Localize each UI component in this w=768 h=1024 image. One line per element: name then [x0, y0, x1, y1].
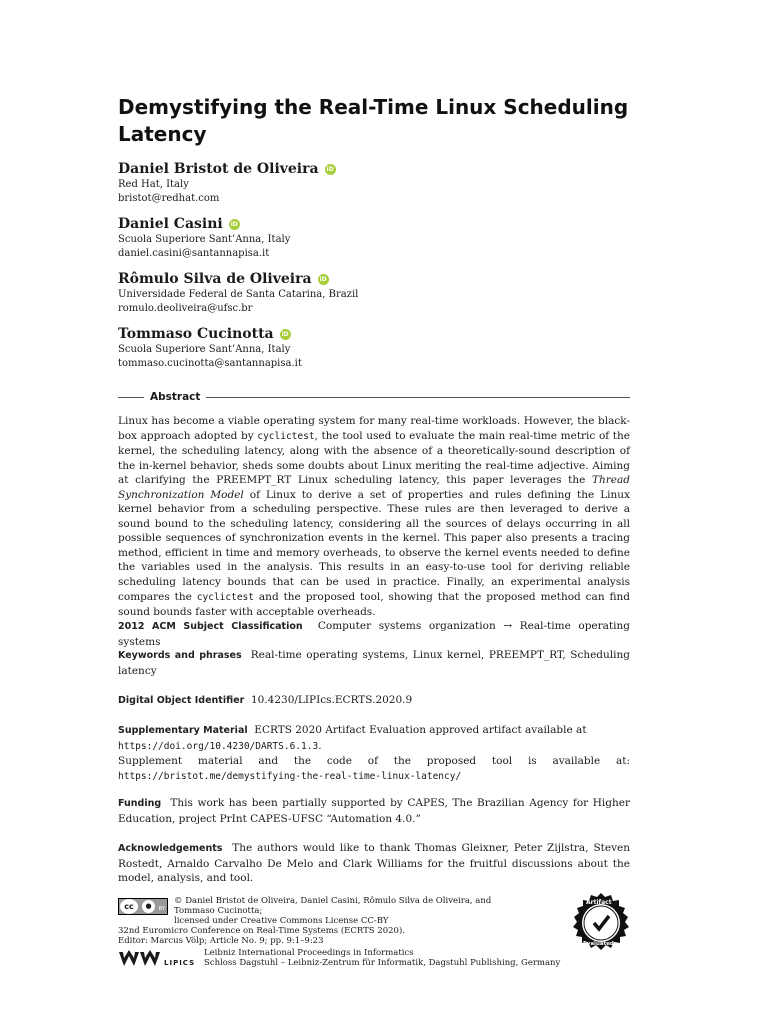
abstract-part: of Linux to derive a set of properties and rules defining the Linux kernel behavior from a scheduling perspective. These rules are then leveraged to derive a sound bound to the scheduling latency, considering all the sources of delays occurring in all possible sequences of synchronization events in the kernel. This paper also presents a tracing method, efficient in time and memory overheads, to observe the kernel events needed to define the variables used in the analysis. This results in an easy-to-use tool for deriving reliable scheduling latency bounds that can be used in practice. Finally, an experimental analysis compares the — [118, 488, 630, 603]
abstract-label: Abstract — [150, 391, 201, 403]
meta-label: Funding — [118, 798, 162, 809]
orcid-icon[interactable]: iD — [319, 275, 327, 283]
author-block — [118, 270, 638, 316]
meta-value: This work has been partially supported by CAPES, The Brazilian Agency for Higher Education, project PrInt CAPES-UFSC “Automation 4.0.” — [118, 797, 630, 825]
abstract-heading — [118, 389, 630, 405]
author-email[interactable]: bristot@redhat.com — [118, 193, 220, 204]
author-name: Rômulo Silva de Oliveira — [118, 271, 312, 287]
doi-link[interactable]: 10.4230/LIPIcs.ECRTS.2020.9 — [250, 694, 413, 706]
emphasis-term: Thread Synchronization Model — [118, 474, 630, 501]
footer-line: Editor: Marcus Völp; Article No. 9; pp. 9:1–9:23 — [118, 936, 324, 946]
badge-text-bottom: Evaluated — [583, 941, 614, 947]
lipics-logo-text: LIPICS — [164, 959, 196, 967]
acknowledgements — [118, 841, 630, 886]
meta-value: The authors would like to thank Thomas Gleixner, Peter Zijlstra, Steven Rostedt, Arnaldo Carvalho De Melo and Clark Williams for the fruitful discussions about the model, analysis, and tool. — [118, 842, 630, 884]
author-affiliation: Red Hat, Italy — [118, 179, 189, 190]
footer-line: © Daniel Bristot de Oliveira, Daniel Casini, Rômulo Silva de Oliveira, and — [174, 896, 492, 906]
artifact-link[interactable]: https://doi.org/10.4230/DARTS.6.1.3 — [118, 740, 319, 752]
code-term: cyclictest — [196, 591, 254, 603]
author-block — [118, 160, 638, 206]
divider — [118, 397, 144, 398]
meta-label: 2012 ACM Subject Classification — [118, 621, 303, 632]
doi — [118, 693, 630, 709]
author-name: Daniel Bristot de Oliveira — [118, 161, 319, 177]
author-email[interactable]: daniel.casini@santannapisa.it — [118, 248, 270, 259]
footer-line: Tommaso Cucinotta; — [174, 906, 263, 916]
person-icon: ● — [142, 900, 155, 913]
code-term: cyclictest — [257, 430, 315, 442]
author-affiliation: Scuola Superiore Sant’Anna, Italy — [118, 234, 291, 245]
meta-label: Acknowledgements — [118, 843, 223, 854]
footer-line: licensed under Creative Commons License CC-BY — [174, 916, 389, 926]
meta-value: Computer systems organization → Real-time operating systems — [118, 620, 630, 648]
meta-label: Digital Object Identifier — [118, 695, 245, 706]
abstract-part: and the proposed tool, showing that the proposed method can find sound bounds faster with acceptable overheads. — [118, 590, 630, 619]
meta-label: Supplementary Material — [118, 725, 248, 736]
author-block — [118, 215, 638, 261]
cc-license-icon[interactable] — [118, 898, 168, 915]
divider — [206, 397, 630, 398]
keywords — [118, 648, 630, 678]
cc-by-label: BY — [158, 906, 165, 912]
author-email[interactable]: romulo.deoliveira@ufsc.br — [118, 303, 253, 314]
abstract-part: Linux has become a viable operating system for many real-time workloads. However, the black-box approach adopted by — [118, 415, 630, 442]
meta-value: ECRTS 2020 Artifact Evaluation approved artifact available at — [254, 724, 587, 736]
footer-line: Schloss Dagstuhl – Leibniz-Zentrum für Informatik, Dagstuhl Publishing, Germany — [204, 958, 561, 968]
acm-classification — [118, 619, 630, 649]
paper-title: Demystifying the Real-Time Linux Scheduling Latency — [118, 95, 629, 146]
author-name: Tommaso Cucinotta — [118, 326, 274, 342]
author-name: Daniel Casini — [118, 216, 223, 232]
meta-value: Supplement material and the code of the proposed tool is available at: — [118, 755, 630, 767]
orcid-icon[interactable]: iD — [326, 165, 334, 173]
funding — [118, 796, 630, 826]
supplement-link[interactable]: https://bristot.me/demystifying-the-real-time-linux-latency/ — [118, 770, 462, 782]
author-affiliation: Scuola Superiore Sant’Anna, Italy — [118, 344, 291, 355]
supplementary-material: Supplementary Material ECRTS 2020 Artifact Evaluation approved artifact available at https://doi.org/10.4230/DARTS.6.1.3. Supplement material and the code of the proposed tool is available at: https://bristot.me/demystifying-the-real-time-linux-latency/ — [118, 724, 630, 782]
abstract-text — [118, 414, 630, 620]
footer-line: Leibniz International Proceedings in Informatics — [204, 948, 414, 958]
meta-value: Real-time operating systems, Linux kernel, PREEMPT_RT, Scheduling latency — [118, 649, 630, 677]
author-affiliation: Universidade Federal de Santa Catarina, Brazil — [118, 289, 359, 300]
orcid-icon[interactable]: iD — [281, 330, 289, 338]
footer-line: 32nd Euromicro Conference on Real-Time Systems (ECRTS 2020). — [118, 926, 405, 936]
meta-label: Keywords and phrases — [118, 650, 242, 661]
abstract-part: , the tool used to evaluate the main real-time metric of the kernel, the scheduling latency, along with the absence of a theoretically-sound description of the in-kernel behavior, sheds some doubts about Linux meriting the real-time adjective. Aiming at clarifying the PREEMPT_RT Linux scheduling latency, this paper leverages the — [118, 429, 630, 487]
author-email[interactable]: tommaso.cucinotta@santannapisa.it — [118, 358, 302, 369]
author-block — [118, 325, 638, 371]
badge-text-top: Artifact — [586, 899, 612, 906]
cc-icon: cc — [120, 899, 138, 914]
footer — [118, 896, 630, 976]
orcid-icon[interactable]: iD — [230, 220, 238, 228]
